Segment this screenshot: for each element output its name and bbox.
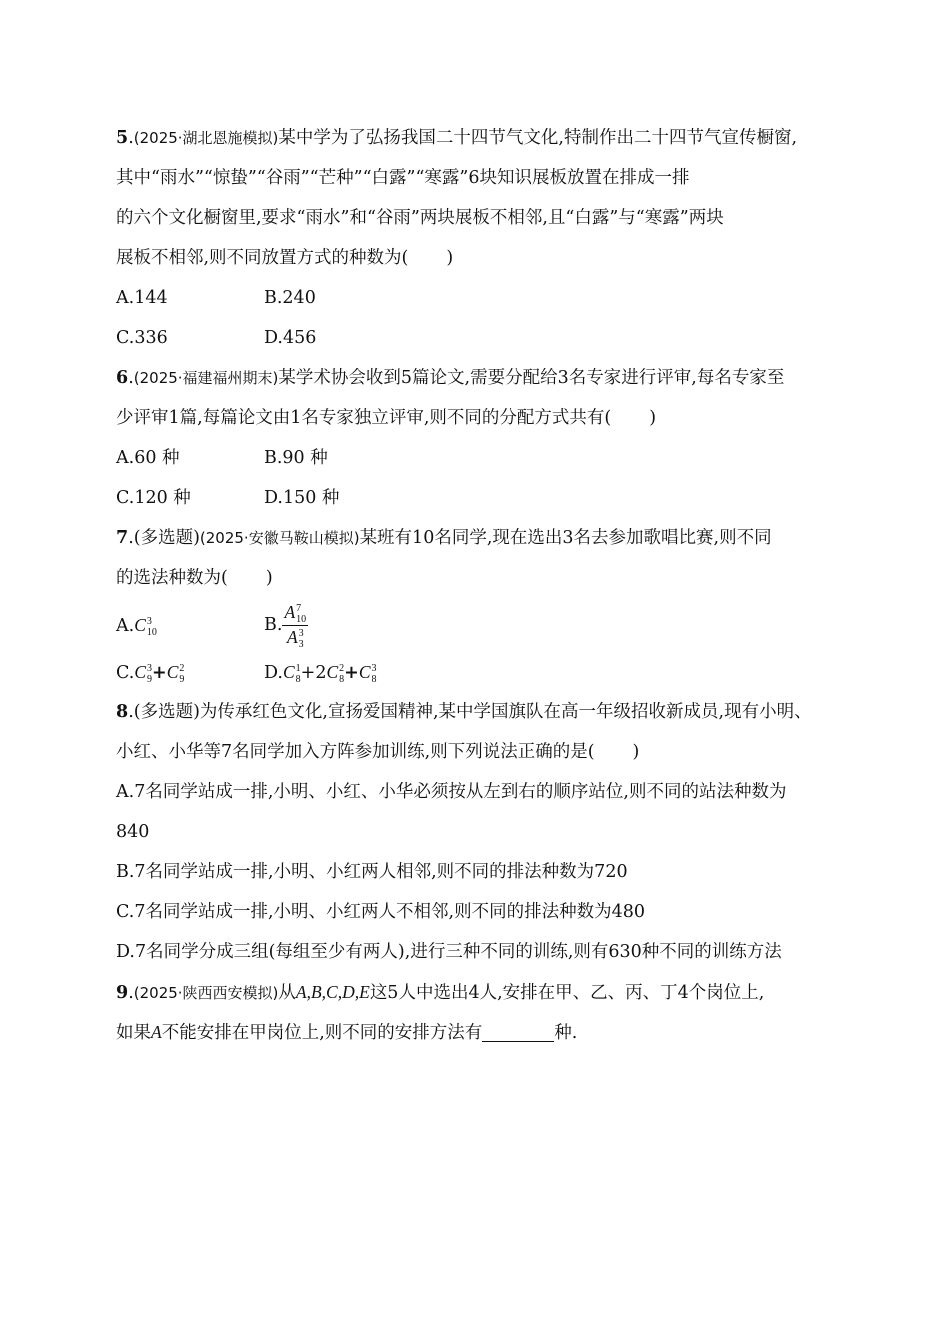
- document-page: [116, 118, 836, 1052]
- option-a-continued: 840: [116, 822, 150, 842]
- question-text: 展板不相邻,则不同放置方式的种数为(: [116, 248, 409, 268]
- option-d: D.150 种: [264, 488, 340, 508]
- question-number: 5: [116, 128, 129, 148]
- letters: A,B,C,D,E: [295, 982, 370, 1002]
- question-tag: .(多选题): [128, 528, 200, 548]
- question-source: (2025·福建福州期末): [133, 369, 279, 387]
- question-text: 为传承红色文化,宣扬爱国精神,某中学国旗队在高一年级招收新成员,现有小明、: [199, 702, 812, 722]
- question-6: 6.(2025·福建福州期末)某学术协会收到5篇论文,需要分配给3名专家进行评审,每名专家至 少评审1篇,每篇论文由1名专家独立评审,则不同的分配方式共有( ) A.60 种 B.90 种 C.120 种 D.150 种: [116, 358, 836, 518]
- fraction: A 7 10 A 3 3: [284, 602, 307, 650]
- option-b: B. A 7 10 A 3 3: [264, 602, 307, 650]
- question-8: 8.(多选题)为传承红色文化,宣扬爱国精神,某中学国旗队在高一年级招收新成员,现有小明、 小红、小华等7名同学加入方阵参加训练,则下列说法正确的是( ) A.7名同学站成一排,小明、小红、小华必须按从左到右的顺序站位,则不同的站法种数为 840 B.7名同学站成一排,小明、小红两人相邻,则不同的排法种数为720 C.7名同学站成一排,小明、小红两人不相邻,则不同的排法种数为480 D.7名同学分成三组(每组至少有两人),进行三种不同的训练,则有630种不同的训练方法: [116, 692, 836, 972]
- question-text: 某中学为了弘扬我国二十四节气文化,特制作出二十四节气宣传橱窗,: [278, 128, 798, 148]
- question-number: 9: [116, 983, 129, 1003]
- option-b: B.7名同学站成一排,小明、小红两人相邻,则不同的排法种数为720: [116, 862, 628, 882]
- option-d: D.7名同学分成三组(每组至少有两人),进行三种不同的训练,则有630种不同的训练方法: [116, 942, 782, 962]
- question-source: (2025·安徽马鞍山模拟): [199, 529, 360, 547]
- option-a: A.60 种: [116, 448, 180, 468]
- option-a: A.C 3 10: [116, 615, 157, 638]
- option-a: A.144: [116, 288, 168, 308]
- option-c: C.120 种: [116, 488, 191, 508]
- question-9: 9.(2025·陕西西安模拟)从A,B,C,D,E这5人中选出4人,安排在甲、乙、丙、丁4个岗位上, 如果A不能安排在甲岗位上,则不同的安排方法有 种.: [116, 982, 765, 1043]
- question-text: 小红、小华等7名同学加入方阵参加训练,则下列说法正确的是(: [116, 742, 595, 762]
- question-tag: .(多选题): [128, 702, 200, 722]
- question-number: 6: [116, 368, 129, 388]
- question-source: (2025·湖北恩施模拟): [133, 129, 279, 147]
- option-d: D.456: [264, 328, 317, 348]
- option-a: A.7名同学站成一排,小明、小红、小华必须按从左到右的顺序站位,则不同的站法种数为: [116, 782, 787, 802]
- question-number: 8: [116, 702, 129, 722]
- option-c: C.7名同学站成一排,小明、小红两人不相邻,则不同的排法种数为480: [116, 902, 645, 922]
- option-b: B.90 种: [264, 448, 328, 468]
- question-source: (2025·陕西西安模拟): [133, 984, 279, 1002]
- question-text: 少评审1篇,每篇论文由1名专家独立评审,则不同的分配方式共有(: [116, 408, 612, 428]
- question-text: 某学术协会收到5篇论文,需要分配给3名专家进行评审,每名专家至: [278, 368, 785, 388]
- question-text: 的六个文化橱窗里,要求“雨水”和“谷雨”两块展板不相邻,且“白露”与“寒露”两块: [116, 208, 724, 228]
- question-5: 5.(2025·湖北恩施模拟)某中学为了弘扬我国二十四节气文化,特制作出二十四节气宣传橱窗, 其中“雨水”“惊蛰”“谷雨”“芒种”“白露”“寒露”6块知识展板放置在排成一排 的六个文化橱窗里,要求“雨水”和“谷雨”两块展板不相邻,且“白露”与“寒露”两块 展板不相邻,则不同放置方式的种数为( ) A.144 B.240 C.336 D.456: [116, 118, 836, 358]
- option-b: B.240: [264, 288, 316, 308]
- question-number: 7: [116, 528, 129, 548]
- question-text: 的选法种数为(: [116, 568, 228, 588]
- question-7: 7.(多选题)(2025·安徽马鞍山模拟)某班有10名同学,现在选出3名去参加歌唱比赛,则不同 的选法种数为( ) A.C 3 10 B. A 7 10 A 3 3 C.C 3 9 +C 2 9 D.C 1 8 +2C 2 8 +C 3 8: [116, 518, 836, 692]
- option-d: D.C 1 8 +2C 2 8 +C 3 8: [264, 662, 377, 685]
- option-c: C.336: [116, 328, 168, 348]
- option-c: C.C 3 9 +C 2 9: [116, 662, 185, 685]
- question-text: 某班有10名同学,现在选出3名去参加歌唱比赛,则不同: [359, 528, 772, 548]
- question-text: 其中“雨水”“惊蛰”“谷雨”“芒种”“白露”“寒露”6块知识展板放置在排成一排: [116, 168, 690, 188]
- answer-blank[interactable]: [482, 1019, 554, 1042]
